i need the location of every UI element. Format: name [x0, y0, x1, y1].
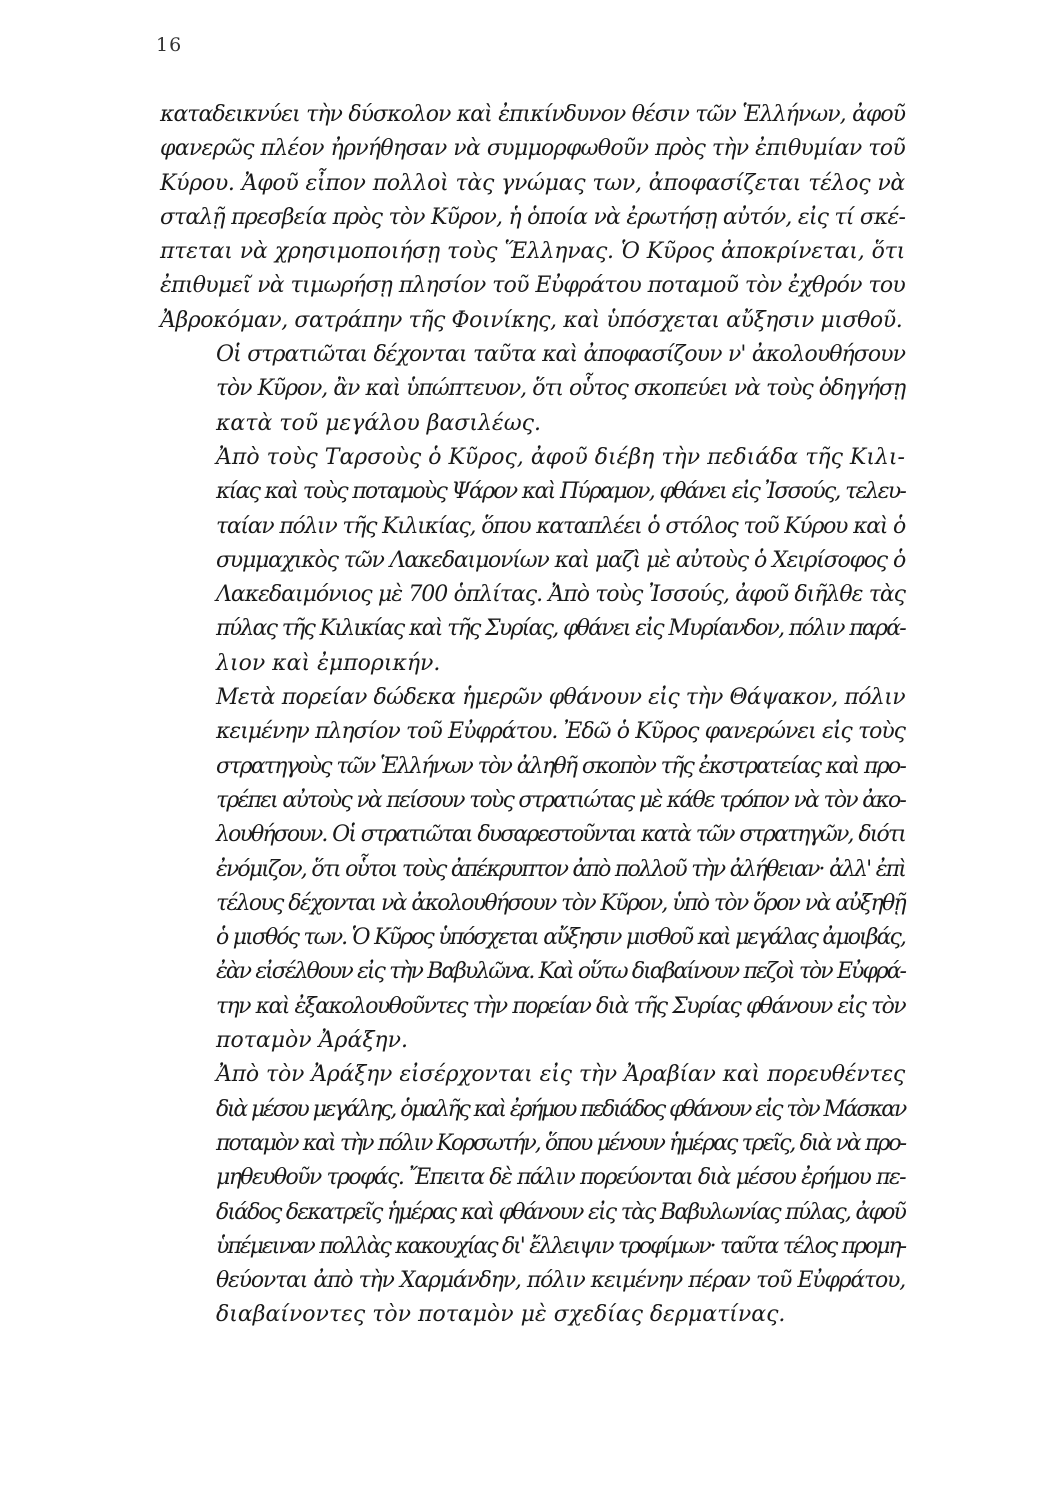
page-number: 16	[156, 34, 183, 56]
text-line: καταδεικνύει τὴν δύσκολον καὶ ἐπικίνδυνον θέσιν τῶν Ἑλλήνων, ἀφοῦ	[160, 102, 905, 127]
text-line: την καὶ ἐξακολουθοῦντες τὴν πορείαν διὰ τῆς Συρίας φθάνουν εἰς τὸν	[216, 993, 905, 1019]
paragraph-2	[160, 338, 905, 441]
text-line: ποταμὸν Ἀράξην.	[216, 1028, 408, 1054]
paragraph-1	[160, 98, 905, 338]
paragraph-5	[160, 1058, 905, 1332]
text-line: Ἀπὸ τὸν Ἀράξην εἰσέρχονται εἰς τὴν Ἀραβίαν καὶ πορευθέντες	[216, 1062, 905, 1088]
text-line: ὁ μισθός των. Ὁ Κῦρος ὑπόσχεται αὔξησιν μισθοῦ καὶ μεγάλας ἀμοιβάς,	[216, 925, 905, 951]
text-line: Κύρου. Ἀφοῦ εἶπον πολλοὶ τὰς γνώμας των, ἀποφασίζεται τέλος νὰ	[160, 170, 905, 196]
text-line: ταίαν πόλιν τῆς Κιλικίας, ὅπου καταπλέει ὁ στόλος τοῦ Κύρου καὶ ὁ	[216, 513, 905, 539]
text-line: Οἱ στρατιῶται δέχονται ταῦτα καὶ ἀποφασίζουν ν' ἀκολουθήσουν	[216, 342, 905, 368]
text-line: διὰ μέσου μεγάλης, ὁμαλῆς καὶ ἐρήμου πεδιάδος φθάνουν εἰς τὸν Μάσκαν	[216, 1096, 905, 1122]
text-line: διαβαίνοντες τὸν ποταμὸν μὲ σχεδίας δερματίνας.	[216, 1302, 786, 1328]
text-line: λιον καὶ ἐμπορικήν.	[216, 650, 441, 676]
text-line: ὑπέμειναν πολλὰς κακουχίας δι' ἔλλειψιν τροφίμων· ταῦτα τέλος προμη-	[216, 1233, 905, 1259]
text-line: πύλας τῆς Κιλικίας καὶ τῆς Συρίας, φθάνει εἰς Μυρίανδον, πόλιν παρά-	[216, 616, 905, 642]
text-line: κατὰ τοῦ μεγάλου βασιλέως.	[216, 410, 541, 436]
text-line: ἐὰν εἰσέλθουν εἰς τὴν Βαβυλῶνα. Καὶ οὕτω διαβαίνουν πεζοὶ τὸν Εὐφρά-	[216, 959, 905, 985]
paragraph-3	[160, 441, 905, 681]
text-line: τέλους δέχονται νὰ ἀκολουθήσουν τὸν Κῦρον, ὑπὸ τὸν ὅρον νὰ αὐξηθῇ	[216, 890, 905, 916]
text-line: διάδος δεκατρεῖς ἡμέρας καὶ φθάνουν εἰς τὰς Βαβυλωνίας πύλας, ἀφοῦ	[216, 1199, 905, 1225]
text-line: τὸν Κῦρον, ἂν καὶ ὑπώπτευον, ὅτι οὗτος σκοπεύει νὰ τοὺς ὁδηγήσῃ	[216, 376, 905, 402]
text-line: θεύονται ἀπὸ τὴν Χαρμάνδην, πόλιν κειμένην πέραν τοῦ Εὐφράτου,	[216, 1268, 905, 1294]
text-line: Ἀβροκόμαν, σατράπην τῆς Φοινίκης, καὶ ὑπόσχεται αὔξησιν μισθοῦ.	[160, 307, 903, 333]
text-line: ἐπιθυμεῖ νὰ τιμωρήσῃ πλησίον τοῦ Εὐφράτου ποταμοῦ τὸν ἐχθρόν του	[160, 273, 905, 299]
text-line: Ἀπὸ τοὺς Ταρσοὺς ὁ Κῦρος, ἀφοῦ διέβη τὴν πεδιάδα τῆς Κιλι-	[216, 444, 905, 470]
text-line: μηθευθοῦν τροφάς. Ἔπειτα δὲ πάλιν πορεύονται διὰ μέσου ἐρήμου πε-	[216, 1165, 905, 1191]
paragraph-4	[160, 681, 905, 1058]
text-line: Λακεδαιμόνιος μὲ 700 ὁπλίτας. Ἀπὸ τοὺς Ἰσσούς, ἀφοῦ διῆλθε τὰς	[216, 582, 905, 608]
text-line: φανερῶς πλέον ἠρνήθησαν νὰ συμμορφωθοῦν πρὸς τὴν ἐπιθυμίαν τοῦ	[160, 136, 905, 162]
text-line: τρέπει αὐτοὺς νὰ πείσουν τοὺς στρατιώτας μὲ κάθε τρόπον νὰ τὸν ἀκο-	[216, 787, 905, 813]
page-body	[160, 98, 905, 1333]
text-line: συμμαχικὸς τῶν Λακεδαιμονίων καὶ μαζὶ μὲ αὐτοὺς ὁ Χειρίσοφος ὁ	[216, 547, 905, 573]
text-line: σταλῇ πρεσβεία πρὸς τὸν Κῦρον, ἡ ὁποία νὰ ἐρωτήσῃ αὐτόν, εἰς τί σκέ-	[160, 204, 905, 230]
text-line: ἐνόμιζον, ὅτι οὗτοι τοὺς ἀπέκρυπτον ἀπὸ πολλοῦ τὴν ἀλήθειαν· ἀλλ' ἐπὶ	[216, 856, 905, 882]
text-line: λουθήσουν. Οἱ στρατιῶται δυσαρεστοῦνται κατὰ τῶν στρατηγῶν, διότι	[216, 822, 905, 848]
text-line: κίας καὶ τοὺς ποταμοὺς Ψάρον καὶ Πύραμον, φθάνει εἰς Ἰσσούς, τελευ-	[216, 479, 905, 505]
text-line: πτεται νὰ χρησιμοποιήσῃ τοὺς Ἕλληνας. Ὁ Κῦρος ἀποκρίνεται, ὅτι	[160, 239, 905, 265]
text-line: κειμένην πλησίον τοῦ Εὐφράτου. Ἐδῶ ὁ Κῦρος φανερώνει εἰς τοὺς	[216, 719, 905, 745]
text-line: στρατηγοὺς τῶν Ἑλλήνων τὸν ἀληθῆ σκοπὸν τῆς ἐκστρατείας καὶ προ-	[216, 753, 905, 779]
text-line: Μετὰ πορείαν δώδεκα ἡμερῶν φθάνουν εἰς τὴν Θάψακον, πόλιν	[216, 685, 905, 711]
text-line: ποταμὸν καὶ τὴν πόλιν Κορσωτήν, ὅπου μένουν ἡμέρας τρεῖς, διὰ νὰ προ-	[216, 1130, 905, 1156]
